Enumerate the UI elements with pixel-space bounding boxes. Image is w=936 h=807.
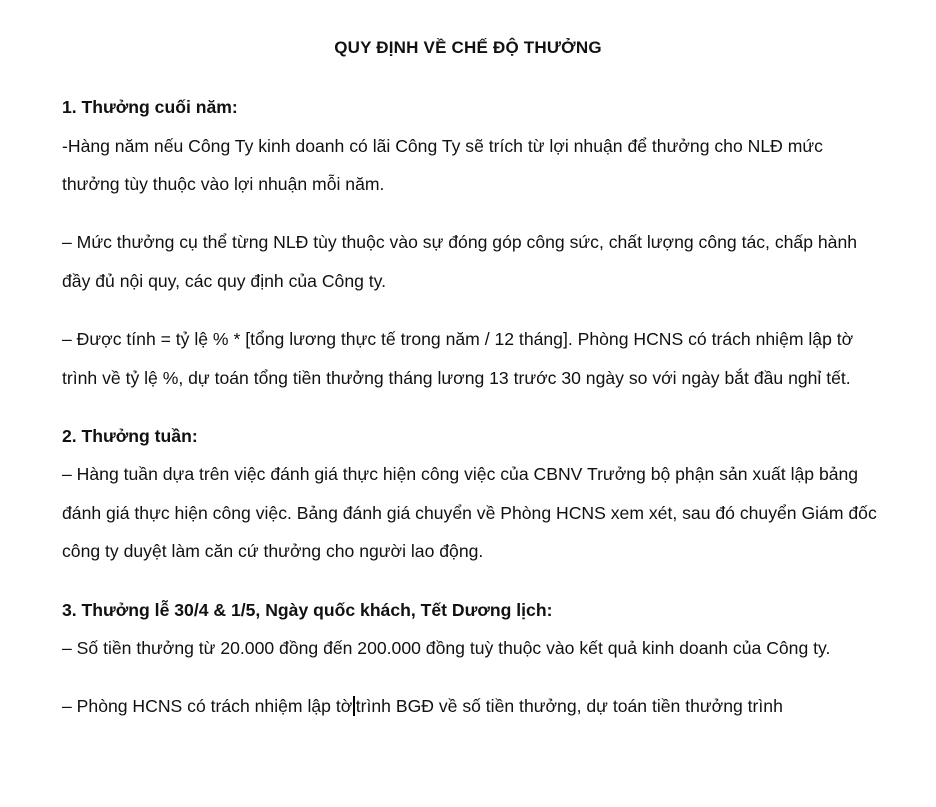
paragraph [62, 687, 882, 726]
section-heading: 2. Thưởng tuần: [62, 425, 198, 446]
section-heading: 1. Thưởng cuối năm: [62, 97, 238, 117]
section-holiday-bonus [62, 591, 882, 726]
paragraph: -Hàng năm nếu Công Ty kinh doanh có lãi Công Ty sẽ trích từ lợi nhuận để thưởng cho NLĐ mức thưởng tùy thuộc vào lợi nhuận mỗi năm. [62, 135, 823, 195]
document-body[interactable] [62, 88, 882, 726]
paragraph: – Hàng tuần dựa trên việc đánh giá thực hiện công việc của CBNV Trưởng bộ phận sản xuất lập bảng đánh giá thực hiện công việc. Bảng đánh giá chuyển về Phòng HCNS xem xét, sau đó chuyển Giám đốc công ty duyệt làm căn cứ thưởng cho người lao động. [62, 464, 877, 562]
section-year-end-bonus [62, 88, 882, 397]
paragraph-text-after-cursor: trình BGĐ về số tiền thưởng, dự toán tiền thưởng trình [355, 696, 783, 717]
text-cursor [353, 696, 355, 716]
paragraph: – Mức thưởng cụ thể từng NLĐ tùy thuộc vào sự đóng góp công sức, chất lượng công tác, chấp hành đầy đủ nội quy, các quy định của Công ty. [62, 232, 858, 291]
paragraph: – Được tính = tỷ lệ % * [tổng lương thực tế trong năm / 12 tháng]. Phòng HCNS có trách nhiệm lập tờ trình về tỷ lệ %, dự toán tổng tiền thưởng tháng lương 13 trước 30 ngày so với ngày bắt đầu nghỉ tết. [62, 328, 854, 388]
section-heading: 3. Thưởng lễ 30/4 & 1/5, Ngày quốc khách, Tết Dương lịch: [62, 599, 553, 620]
paragraph-text-before-cursor: – Phòng HCNS có trách nhiệm lập tờ [62, 696, 353, 717]
section-weekly-bonus [62, 417, 882, 571]
document-title: QUY ĐỊNH VỀ CHẾ ĐỘ THƯỞNG [334, 38, 602, 57]
paragraph: – Số tiền thưởng từ 20.000 đồng đến 200.000 đồng tuỳ thuộc vào kết quả kinh doanh của Công ty. [62, 638, 831, 659]
